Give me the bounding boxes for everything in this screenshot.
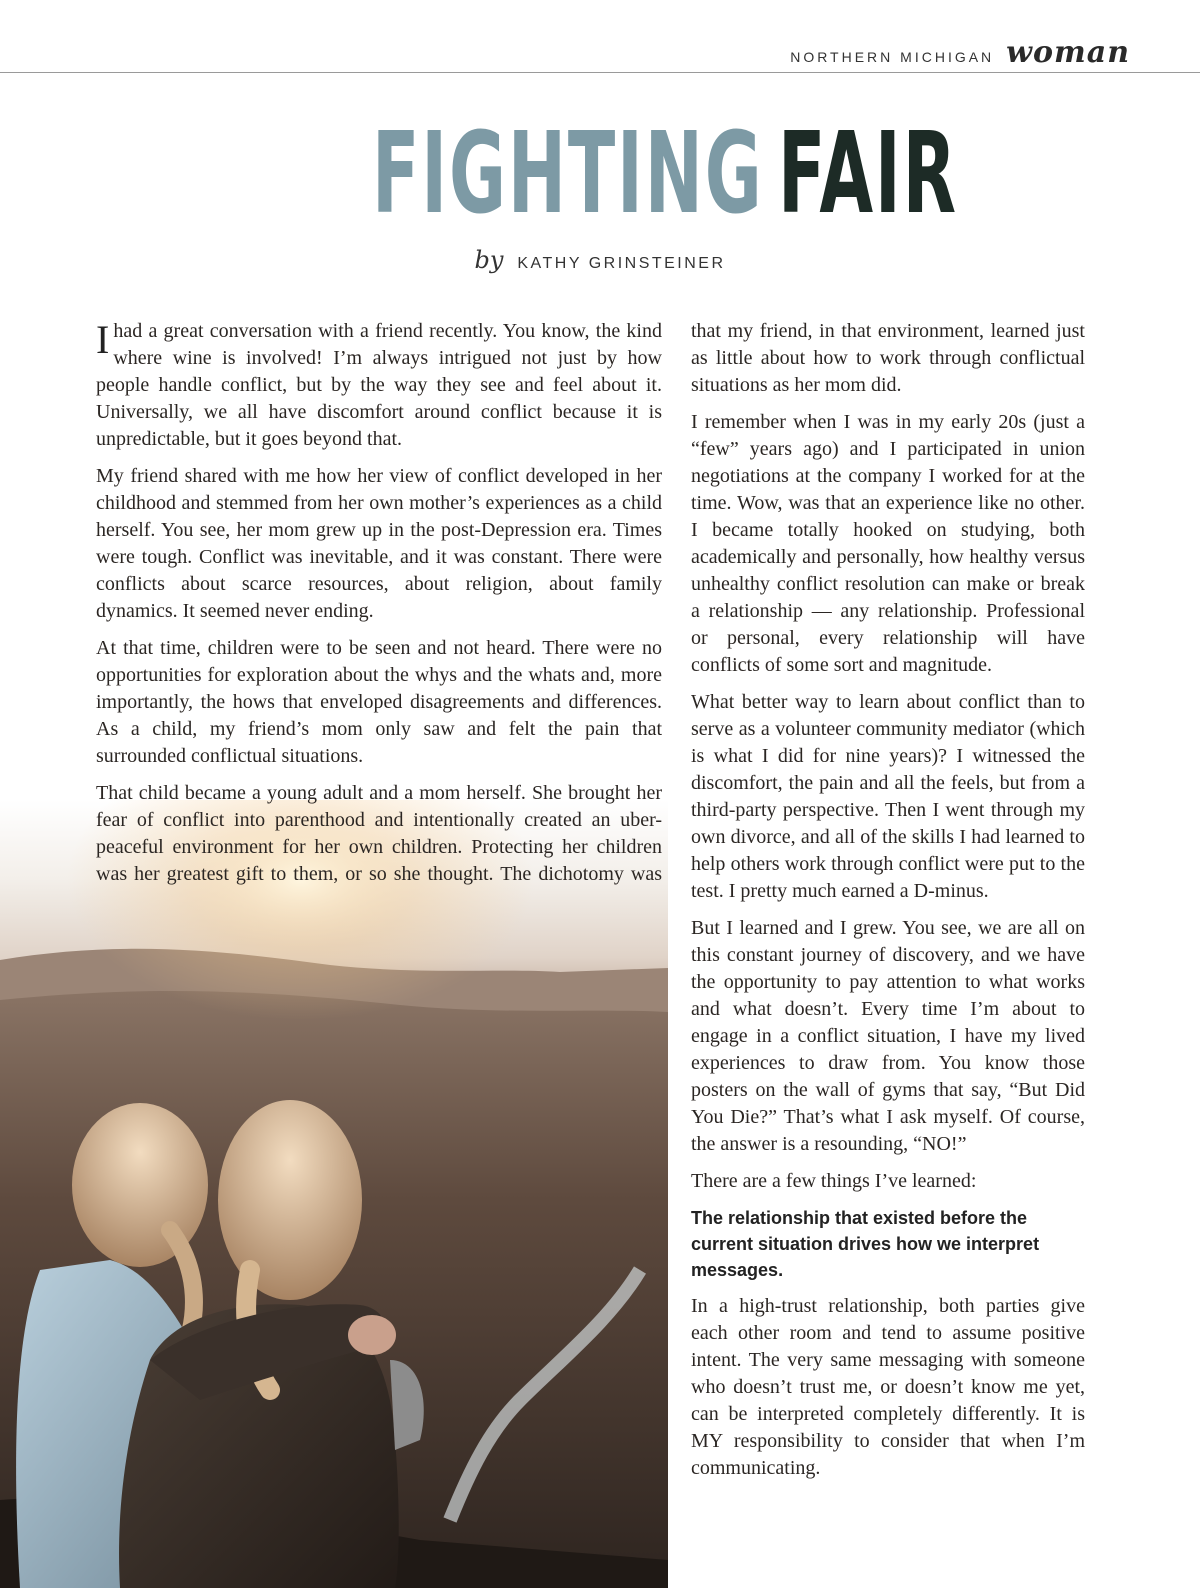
title-word-fair: FAIR — [777, 109, 958, 239]
paragraph: At that time, children were to be seen and not heard. There were no opportunities for exploration about the whys and the whats and, more importantly, the hows that enveloped disagreements and differences. As a child, my friend’s mom only saw and felt the pain that surrounded conflictual situations. — [96, 637, 662, 767]
drop-cap: I — [96, 317, 110, 362]
article-column-left — [96, 318, 662, 898]
paragraph: What better way to learn about conflict than to serve as a volunteer community mediator (which is what I did for nine years)? I witnessed the discomfort, the pain and all the feels, but from a third-party perspective. Then I went through my own divorce, and all of the skills I had learned to help others work through conflict were put to the test. I pretty much earned a D-minus. — [691, 691, 1085, 902]
paragraph: But I learned and I grew. You see, we are all on this constant journey of discovery, and we have the opportunity to pay attention to what works and what doesn’t. Every time I’m about to engage in a conflict situation, I have my lived experiences to draw from. You know those posters on the wall of gyms that say, “But Did You Die?” That’s what I ask myself. Of course, the answer is a resounding, “NO!” — [691, 917, 1085, 1155]
photo-mother-daughter-sunset — [0, 800, 668, 1588]
article-column-right — [691, 318, 1085, 1492]
paragraph: That child became a young adult and a mom herself. She brought her fear of conflict into parenthood and intentionally created an uber-peaceful environment for her own children. Protecting her children was her greatest gift to them, or so she thought. The dichotomy was — [96, 782, 662, 885]
paragraph: My friend shared with me how her view of conflict developed in her childhood and stemmed from her own mother’s experiences as a child herself. You see, her mom grew up in the post-Depression era. Times were tough. Conflict was inevitable, and it was constant. There were conflicts about scarce resources, about religion, about family dynamics. It seemed never ending. — [96, 465, 662, 622]
title-word-fighting: FIGHTING — [372, 109, 764, 239]
paragraph: In a high-trust relationship, both parties give each other room and tend to assume positive intent. The very same messaging with someone who doesn’t trust me, or doesn’t know me yet, can be interpreted completely differently. It is MY responsibility to consider that when I’m communicating. — [691, 1295, 1085, 1479]
subheading: The relationship that existed before the current situation drives how we interpret messages. — [691, 1208, 1040, 1280]
masthead — [790, 35, 1130, 70]
article-title — [0, 109, 1200, 239]
header-divider — [0, 72, 1200, 73]
paragraph-text: had a great conversation with a friend recently. You know, the kind where wine is involved! I’m always intrigued not just by how people handle conflict, but by the way they see and feel about it. Universally, we all have discomfort around conflict because it is unpredictable, but it goes beyond that. — [96, 320, 662, 450]
paragraph: I remember when I was in my early 20s (just a “few” years ago) and I participated in union negotiations at the company I worked for at the time. Wow, was that an experience like no other. I became totally hooked on studying, both academically and personally, how healthy versus unhealthy conflict resolution can make or break a relationship — any relationship. Professional or personal, every relationship will have conflicts of some sort and magnitude. — [691, 411, 1085, 676]
masthead-text: NORTHERN MICHIGAN — [790, 49, 995, 65]
paragraph: that my friend, in that environment, learned just as little about how to work through conflictual situations as her mom did. — [691, 320, 1085, 396]
paragraph — [96, 318, 662, 453]
byline — [0, 246, 1200, 274]
paragraph: There are a few things I’ve learned: — [691, 1170, 977, 1192]
byline-author: KATHY GRINSTEINER — [517, 255, 726, 272]
byline-prefix: by — [474, 246, 504, 274]
article-photo — [0, 800, 668, 1588]
masthead-script-logo: woman — [1006, 35, 1130, 70]
